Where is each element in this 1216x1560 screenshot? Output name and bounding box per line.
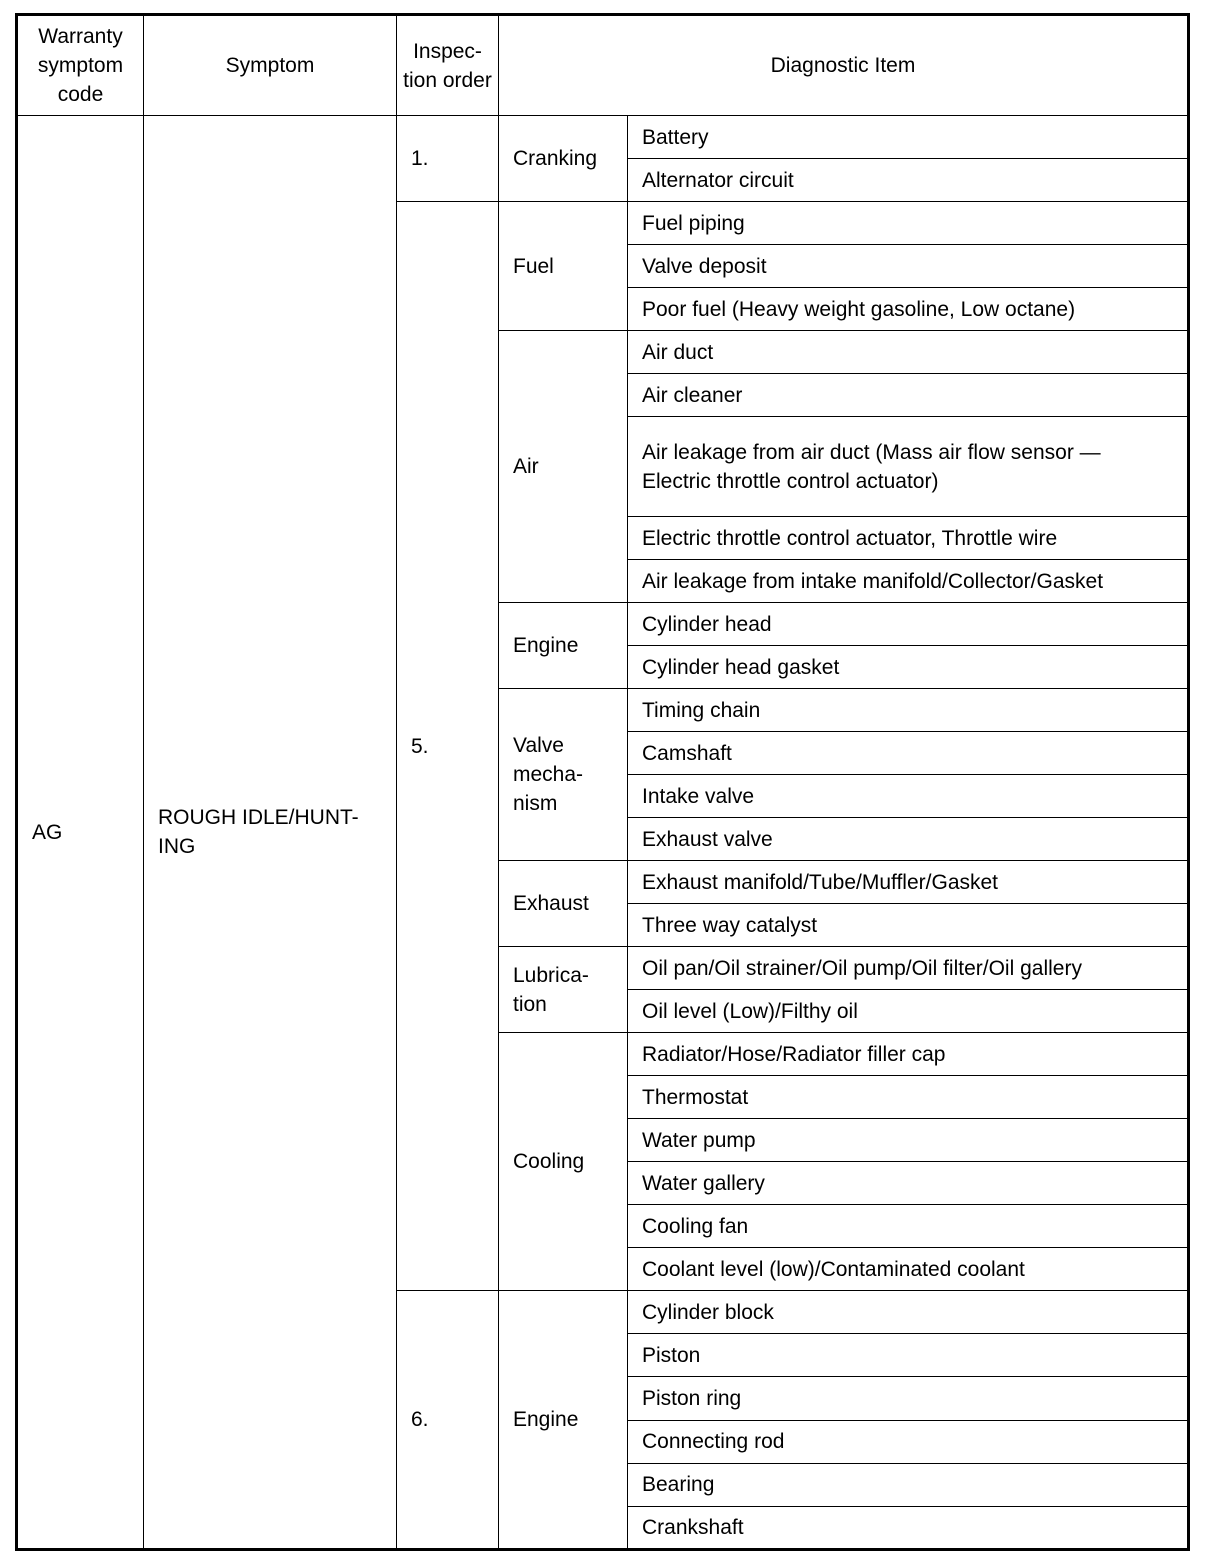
diagnostic-item-cell: Cylinder head [628, 603, 1189, 646]
inspection-order-cell: 1. [397, 116, 499, 202]
diagnostic-item-cell: Thermostat [628, 1076, 1189, 1119]
diagnostic-item-cell: Piston [628, 1334, 1189, 1377]
diagnostic-item-cell: Camshaft [628, 732, 1189, 775]
diagnostic-item-cell: Water pump [628, 1119, 1189, 1162]
diagnostic-item-cell: Radiator/Hose/Radiator filler cap [628, 1033, 1189, 1076]
diagnostic-item-cell: Poor fuel (Heavy weight gasoline, Low octane) [628, 288, 1189, 331]
diagnostic-item-cell: Exhaust manifold/Tube/Muffler/Gasket [628, 861, 1189, 904]
diagnostic-item-cell: Air leakage from intake manifold/Collector/Gasket [628, 560, 1189, 603]
table-row [17, 116, 1189, 159]
diagnostic-item-cell: Bearing [628, 1463, 1189, 1506]
inspection-order-cell: 5. [397, 202, 499, 1291]
diagnostic-item-cell: Crankshaft [628, 1506, 1189, 1549]
diagnostic-item-cell: Valve deposit [628, 245, 1189, 288]
diagnostic-item-cell: Air leakage from air duct (Mass air flow sensor — Electric throttle control actuator) [628, 417, 1189, 517]
diagnostic-item-cell: Exhaust valve [628, 818, 1189, 861]
diagnostic-item-cell: Intake valve [628, 775, 1189, 818]
diagnostic-item-cell: Air cleaner [628, 374, 1189, 417]
header-diagnostic-item: Diagnostic Item [499, 15, 1189, 116]
category-cell: Exhaust [499, 861, 628, 947]
diagnostic-item-cell: Cylinder block [628, 1291, 1189, 1334]
category-cell: Engine [499, 1291, 628, 1550]
diagnostic-item-cell: Coolant level (low)/Contaminated coolant [628, 1248, 1189, 1291]
diagnostic-item-cell: Oil level (Low)/Filthy oil [628, 990, 1189, 1033]
diagnostic-item-cell: Three way catalyst [628, 904, 1189, 947]
diagnostic-item-cell: Cylinder head gasket [628, 646, 1189, 689]
header-warranty-code: Warranty symptom code [17, 15, 144, 116]
header-symptom: Symptom [144, 15, 397, 116]
diagnostic-item-cell: Alternator circuit [628, 159, 1189, 202]
inspection-order-cell: 6. [397, 1291, 499, 1550]
diagnostic-item-cell: Electric throttle control actuator, Throttle wire [628, 517, 1189, 560]
category-cell: Valve mecha-nism [499, 689, 628, 861]
category-cell: Air [499, 331, 628, 603]
diagnostic-item-cell: Oil pan/Oil strainer/Oil pump/Oil filter/Oil gallery [628, 947, 1189, 990]
category-cell: Lubrica-tion [499, 947, 628, 1033]
symptom-cell: ROUGH IDLE/HUNT-ING [144, 116, 397, 1550]
category-cell: Cranking [499, 116, 628, 202]
diagnostic-table [15, 13, 1190, 1551]
diagnostic-item-cell: Water gallery [628, 1162, 1189, 1205]
diagnostic-item-cell: Connecting rod [628, 1420, 1189, 1463]
diagnostic-item-cell: Cooling fan [628, 1205, 1189, 1248]
category-cell: Cooling [499, 1033, 628, 1291]
diagnostic-item-cell: Air duct [628, 331, 1189, 374]
diagnostic-item-cell: Battery [628, 116, 1189, 159]
header-inspection-order: Inspec-tion order [397, 15, 499, 116]
warranty-code-cell: AG [17, 116, 144, 1550]
table-body [17, 116, 1189, 1550]
diagnostic-item-cell: Timing chain [628, 689, 1189, 732]
diagnostic-item-cell: Fuel piping [628, 202, 1189, 245]
category-cell: Fuel [499, 202, 628, 331]
category-cell: Engine [499, 603, 628, 689]
diagnostic-item-cell: Piston ring [628, 1377, 1189, 1420]
